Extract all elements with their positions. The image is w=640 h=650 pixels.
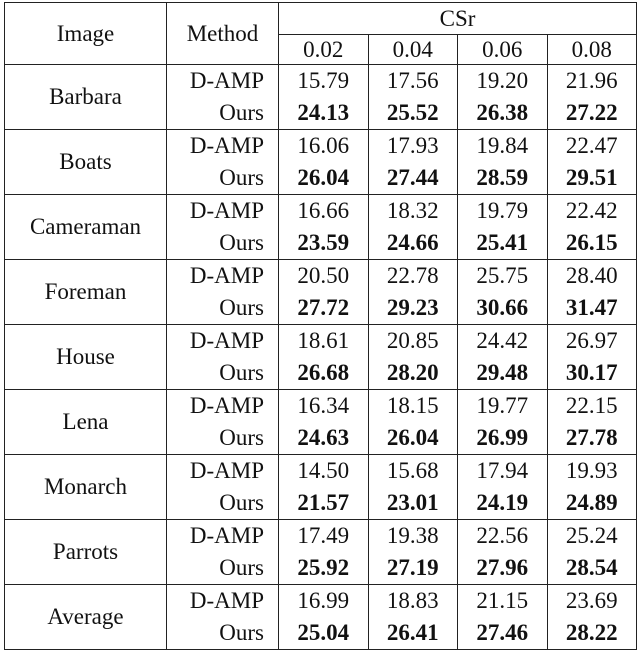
method-label: D-AMP [189,198,264,223]
method-label: Ours [219,360,264,385]
method-cell [167,390,279,455]
psnr-value-damp: 26.97 [565,328,618,353]
psnr-value-ours: 29.23 [386,295,439,320]
psnr-value-ours: 29.48 [476,360,529,385]
value-cell [458,65,548,130]
method-cell [167,455,279,520]
value-cell [368,325,458,390]
value-cell [547,65,637,130]
value-cell [279,260,369,325]
value-cell [368,195,458,260]
method-cell [167,520,279,585]
psnr-value-damp: 18.32 [386,198,439,223]
value-cell [368,130,458,195]
psnr-value-ours: 24.66 [386,230,439,255]
psnr-value-damp: 22.15 [565,393,618,418]
value-cell [279,455,369,520]
value-cell [368,520,458,585]
value-cell [368,455,458,520]
psnr-value-damp: 19.20 [476,68,529,93]
psnr-value-damp: 23.69 [565,588,618,613]
psnr-value-ours: 27.46 [476,620,529,645]
psnr-value-ours: 26.68 [297,360,350,385]
method-label: Ours [219,165,264,190]
psnr-value-damp: 25.75 [476,263,529,288]
psnr-value-ours: 31.47 [565,295,618,320]
psnr-value-ours: 21.57 [297,490,350,515]
psnr-value-damp: 16.34 [297,393,350,418]
psnr-value-damp: 17.56 [386,68,439,93]
method-cell [167,585,279,650]
psnr-value-damp: 15.68 [386,458,439,483]
value-cell [458,260,548,325]
header-rate: 0.08 [547,35,637,65]
psnr-value-ours: 23.01 [386,490,439,515]
psnr-value-damp: 16.66 [297,198,350,223]
psnr-value-damp: 18.83 [386,588,439,613]
psnr-value-ours: 27.78 [565,425,618,450]
table-row [5,260,637,325]
psnr-value-ours: 26.04 [386,425,439,450]
image-name-cell: Average [5,585,167,650]
psnr-value-damp: 21.15 [476,588,529,613]
image-name-cell: Boats [5,130,167,195]
method-label: D-AMP [189,328,264,353]
psnr-value-ours: 26.41 [386,620,439,645]
value-cell [458,520,548,585]
image-name-cell: Barbara [5,65,167,130]
psnr-value-ours: 26.99 [476,425,529,450]
psnr-value-damp: 16.06 [297,133,350,158]
psnr-value-damp: 24.42 [476,328,529,353]
psnr-value-ours: 25.41 [476,230,529,255]
table-row [5,130,637,195]
method-label: D-AMP [189,588,264,613]
psnr-value-damp: 19.79 [476,198,529,223]
value-cell [458,455,548,520]
method-label: Ours [219,425,264,450]
psnr-value-ours: 24.63 [297,425,350,450]
value-cell [458,130,548,195]
psnr-value-damp: 18.61 [297,328,350,353]
psnr-value-damp: 22.42 [565,198,618,223]
psnr-value-ours: 25.92 [297,555,350,580]
value-cell [279,65,369,130]
method-label: D-AMP [189,68,264,93]
value-cell [279,520,369,585]
method-label: Ours [219,555,264,580]
method-label: Ours [219,230,264,255]
value-cell [458,325,548,390]
value-cell [547,195,637,260]
value-cell [547,260,637,325]
value-cell [547,390,637,455]
psnr-value-ours: 28.22 [565,620,618,645]
value-cell [458,195,548,260]
psnr-value-damp: 16.99 [297,588,350,613]
psnr-value-ours: 28.54 [565,555,618,580]
header-method: Method [167,3,279,65]
psnr-value-ours: 30.17 [565,360,618,385]
header-rate: 0.06 [458,35,548,65]
method-label: Ours [219,100,264,125]
header-image: Image [5,3,167,65]
table-row [5,65,637,130]
psnr-value-damp: 18.15 [386,393,439,418]
value-cell [547,585,637,650]
psnr-value-ours: 26.04 [297,165,350,190]
psnr-value-damp: 25.24 [565,523,618,548]
psnr-value-damp: 20.85 [386,328,439,353]
value-cell [368,585,458,650]
psnr-value-ours: 26.15 [565,230,618,255]
psnr-value-ours: 25.04 [297,620,350,645]
value-cell [547,325,637,390]
psnr-value-ours: 24.89 [565,490,618,515]
psnr-value-ours: 27.96 [476,555,529,580]
value-cell [279,390,369,455]
psnr-value-damp: 21.96 [565,68,618,93]
psnr-value-damp: 17.94 [476,458,529,483]
psnr-value-ours: 27.19 [386,555,439,580]
header-rate: 0.02 [279,35,369,65]
method-cell [167,260,279,325]
image-name-cell: Cameraman [5,195,167,260]
value-cell [458,390,548,455]
psnr-value-ours: 29.51 [565,165,618,190]
psnr-value-damp: 19.77 [476,393,529,418]
image-name-cell: Lena [5,390,167,455]
method-label: Ours [219,620,264,645]
method-label: D-AMP [189,263,264,288]
method-label: D-AMP [189,523,264,548]
psnr-value-ours: 27.22 [565,100,618,125]
method-cell [167,65,279,130]
psnr-value-ours: 23.59 [297,230,350,255]
image-name-cell: Foreman [5,260,167,325]
image-name-cell: House [5,325,167,390]
header-rate: 0.04 [368,35,458,65]
method-cell [167,195,279,260]
value-cell [279,130,369,195]
method-cell [167,325,279,390]
psnr-value-ours: 27.72 [297,295,350,320]
image-name-cell: Monarch [5,455,167,520]
value-cell [368,390,458,455]
table-row [5,390,637,455]
table-row [5,585,637,650]
method-label: D-AMP [189,458,264,483]
value-cell [368,65,458,130]
value-cell [368,260,458,325]
psnr-value-damp: 28.40 [565,263,618,288]
psnr-value-damp: 19.93 [565,458,618,483]
psnr-value-damp: 19.84 [476,133,529,158]
results-table [4,2,637,650]
table-body [5,65,637,650]
header-csr: CSr [279,3,637,35]
psnr-value-ours: 24.13 [297,100,350,125]
value-cell [458,585,548,650]
value-cell [279,585,369,650]
psnr-value-ours: 24.19 [476,490,529,515]
psnr-value-ours: 25.52 [386,100,439,125]
method-cell [167,130,279,195]
method-label: D-AMP [189,393,264,418]
table-row [5,195,637,260]
value-cell [547,520,637,585]
psnr-value-damp: 17.93 [386,133,439,158]
psnr-value-ours: 26.38 [476,100,529,125]
psnr-value-ours: 28.59 [476,165,529,190]
psnr-value-ours: 28.20 [386,360,439,385]
psnr-value-ours: 27.44 [386,165,439,190]
psnr-value-ours: 30.66 [476,295,529,320]
psnr-value-damp: 19.38 [386,523,439,548]
method-label: D-AMP [189,133,264,158]
table-row [5,325,637,390]
psnr-value-damp: 22.47 [565,133,618,158]
image-name-cell: Parrots [5,520,167,585]
value-cell [547,455,637,520]
value-cell [279,325,369,390]
psnr-value-damp: 22.78 [386,263,439,288]
table-row [5,520,637,585]
psnr-value-damp: 20.50 [297,263,350,288]
method-label: Ours [219,490,264,515]
method-label: Ours [219,295,264,320]
value-cell [279,195,369,260]
psnr-value-damp: 15.79 [297,68,350,93]
psnr-value-damp: 14.50 [297,458,350,483]
table-row [5,455,637,520]
psnr-value-damp: 17.49 [297,523,350,548]
value-cell [547,130,637,195]
psnr-value-damp: 22.56 [476,523,529,548]
